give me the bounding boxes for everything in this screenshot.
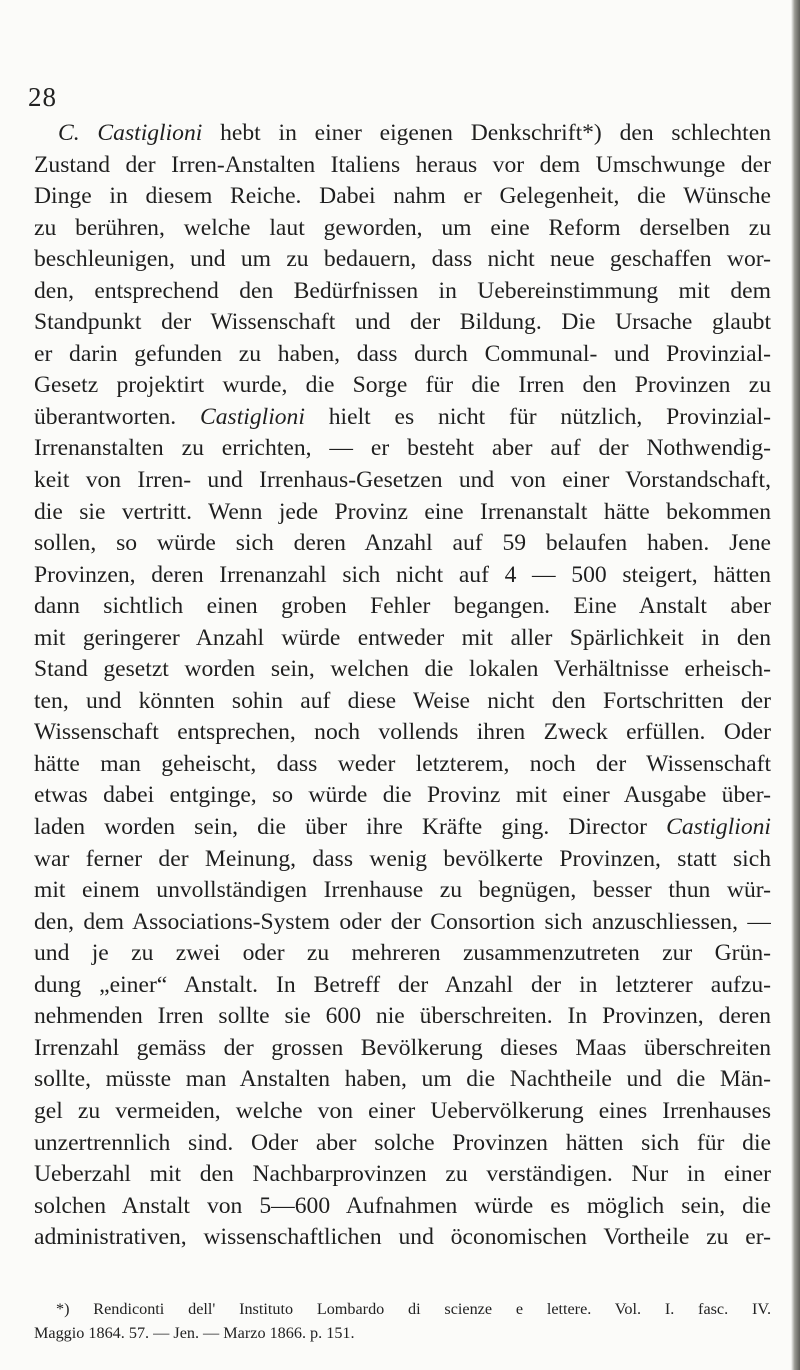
text-line: sollen, so würde sich deren Anzahl auf 59 belaufen haben. Jene	[34, 530, 771, 557]
text-line: mit einem unvollständigen Irrenhause zu begnügen, besser thun wür-	[34, 877, 771, 904]
text-line: Provinzen, deren Irrenanzahl sich nicht auf 4 — 500 steigert, hätten	[34, 561, 771, 588]
text-line: Dinge in diesem Reiche. Dabei nahm er Gelegenheit, die Wünsche	[34, 183, 771, 210]
text-line: Ueberzahl mit den Nachbarprovinzen zu verständigen. Nur in einer	[34, 1161, 771, 1188]
text-line: nehmenden Irren sollte sie 600 nie überschreiten. In Provinzen, deren	[34, 1003, 771, 1030]
text-line: zu berühren, welche laut geworden, um eine Reform derselben zu	[34, 214, 771, 241]
text-line: administrativen, wissenschaftlichen und öconomischen Vortheile zu er-	[34, 1224, 771, 1251]
footnote-line: *) Rendiconti dell' Instituto Lombardo di scienze e lettere. Vol. I. fasc. IV.	[56, 1300, 771, 1318]
text-line: Wissenschaft entsprechen, noch vollends ihren Zweck erfüllen. Oder	[34, 719, 771, 746]
text-line: solchen Anstalt von 5—600 Aufnahmen würde es möglich sein, die	[34, 1192, 771, 1219]
text-line: dann sichtlich einen groben Fehler begangen. Eine Anstalt aber	[34, 593, 771, 620]
text-line: unzertrennlich sind. Oder aber solche Provinzen hätten sich für die	[34, 1129, 771, 1156]
text-line: und je zu zwei oder zu mehreren zusammenzutreten zur Grün-	[34, 940, 771, 967]
text-line: etwas dabei entginge, so würde die Provinz mit einer Ausgabe über-	[34, 782, 771, 809]
text-line: Standpunkt der Wissenschaft und der Bildung. Die Ursache glaubt	[34, 309, 771, 336]
text-line: laden worden sein, die über ihre Kräfte ging. Director Castiglioni	[34, 814, 771, 841]
text-line: die sie vertritt. Wenn jede Provinz eine Irrenanstalt hätte bekommen	[34, 498, 771, 525]
text-line: Gesetz projektirt wurde, die Sorge für die Irren den Provinzen zu	[34, 372, 771, 399]
text-line: hätte man geheischt, dass weder letzterem, noch der Wissenschaft	[34, 750, 771, 777]
footnote	[34, 1297, 771, 1345]
text-line: keit von Irren- und Irrenhaus-Gesetzen und von einer Vorstandschaft,	[34, 467, 771, 494]
text-line: den, dem Associations-System oder der Consortion sich anzuschliessen, —	[34, 908, 771, 935]
text-line: Irrenzahl gemäss der grossen Bevölkerung dieses Maas überschreiten	[34, 1034, 771, 1061]
page-edge-shadow	[791, 0, 800, 1370]
text-line: beschleunigen, und um zu bedauern, dass nicht neue geschaffen wor-	[34, 246, 771, 273]
text-line: überantworten. Castiglioni hielt es nicht für nützlich, Provinzial-	[34, 403, 771, 430]
text-line: mit geringerer Anzahl würde entweder mit aller Spärlichkeit in den	[34, 624, 771, 651]
text-line: Stand gesetzt worden sein, welchen die lokalen Verhältnisse erheisch-	[34, 656, 771, 683]
text-line: gel zu vermeiden, welche von einer Uebervölkerung eines Irrenhauses	[34, 1097, 771, 1124]
page-number: 28	[28, 82, 57, 112]
text-line: ten, und könnten sohin auf diese Weise nicht den Fortschritten der	[34, 687, 771, 714]
text-line: den, entsprechend den Bedürfnissen in Uebereinstimmung mit dem	[34, 277, 771, 304]
text-line: Irrenanstalten zu errichten, — er besteht aber auf der Nothwendig-	[34, 435, 771, 462]
text-line: er darin gefunden zu haben, dass durch Communal- und Provinzial-	[34, 340, 771, 367]
text-line: sollte, müsste man Anstalten haben, um die Nachtheile und die Män-	[34, 1066, 771, 1093]
footnote-line: Maggio 1864. 57. — Jen. — Marzo 1866. p. 151.	[34, 1324, 355, 1342]
text-line: war ferner der Meinung, dass wenig bevölkerte Provinzen, statt sich	[34, 845, 771, 872]
body-text	[34, 118, 771, 1254]
text-line: dung „einer“ Anstalt. In Betreff der Anzahl der in letzterer aufzu-	[34, 971, 771, 998]
text-line: Zustand der Irren-Anstalten Italiens heraus vor dem Umschwunge der	[34, 151, 771, 178]
text-line: C. Castiglioni hebt in einer eigenen Denkschrift*) den schlechten	[58, 120, 771, 146]
